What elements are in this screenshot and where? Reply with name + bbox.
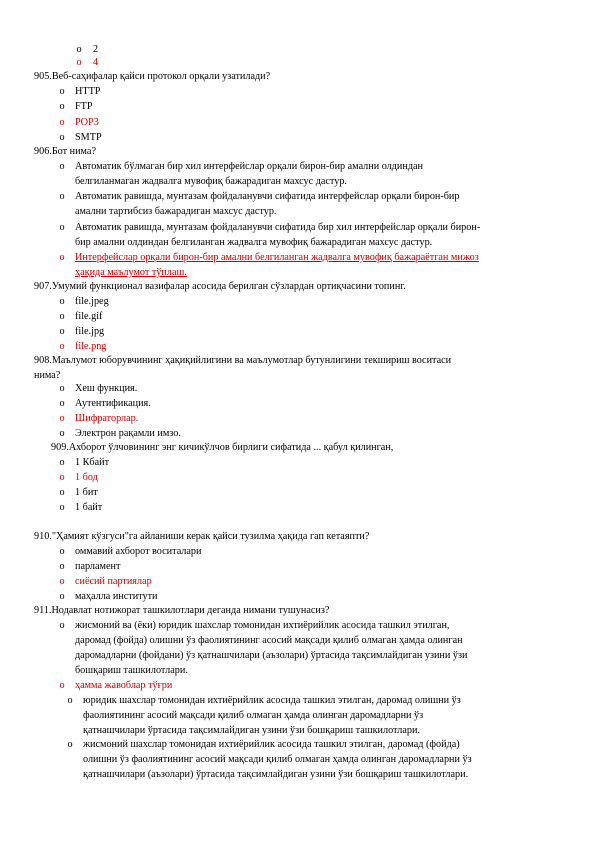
answer-option-correct: 1 бод (75, 472, 98, 483)
bullet-icon: o (59, 502, 65, 513)
answer-option: FTP (75, 101, 93, 112)
bullet-icon: o (59, 546, 65, 557)
answer-option: 1 бит (75, 487, 98, 498)
answer-option: HTTP (75, 86, 101, 97)
bullet-icon: o (59, 457, 65, 468)
answer-option-correct: Интерфейслар орқали бирон-бир амални белгиланган жадвалга мувофиқ бажараётган мижоз (75, 252, 479, 263)
answer-option: парламент (75, 561, 121, 572)
question-text: 909.Ахборот ўлчовининг энг кичикўлчов бирлиги сифатида ... қабул қилинган, (51, 442, 394, 453)
bullet-icon: o (59, 117, 65, 128)
answer-option: маҳалла институти (75, 591, 158, 602)
answer-option: Автоматик равишда, мунтазам фойдаланувчи сифатида интерфейслар орқали бирон-бир (75, 191, 460, 202)
bullet-icon: o (59, 413, 65, 424)
answer-option: Автоматик равишда, мунтазам фойдаланувчи сифатида бир хил интерфейслар орқали бирон- (75, 222, 481, 233)
answer-option-correct: ҳамма жавоблар тўғри (75, 680, 173, 691)
bullet-icon: o (67, 695, 73, 706)
bullet-icon: o (59, 576, 65, 587)
bullet-icon: o (59, 326, 65, 337)
bullet-icon: o (59, 591, 65, 602)
bullet-icon: o (59, 472, 65, 483)
bullet-icon: o (59, 101, 65, 112)
answer-option: амални тартибсиз бажарадиган махсус дастур. (75, 205, 277, 217)
question-text: 911.Нодавлат нотижорат ташкилотлари деганда нимани тушунасиз? (34, 605, 330, 616)
question-text: 910."Ҳамият кўзгуси"га айланиши керак қайси тузилма ҳақида гап кетаяпти? (34, 531, 370, 542)
question-text: 907.Умумий функционал вазифалар асосида берилган сўзлардан ортиқчасини топинг. (34, 281, 406, 292)
bullet-icon: o (59, 398, 65, 409)
answer-option-correct: ҳақида маълумот тўплаш. (75, 266, 187, 278)
answer-option: олишни ўз фаолиятининг асосий мақсади қилиб олмаган ҳамда олинган даромадларни ўз (83, 753, 472, 765)
answer-option: бир амални олдиндан белгиланган жадвалга мувофиқ бажарадиган махсус дастур. (75, 236, 433, 248)
bullet-icon: o (59, 191, 65, 202)
answer-option: жисмоний ва (ёки) юридик шахслар томонидан ихтиёрийлик асосида ташкил этилган, (75, 620, 450, 631)
bullet-icon: o (59, 383, 65, 394)
bullet-icon: o (59, 86, 65, 97)
answer-option: Хеш функция. (75, 383, 138, 394)
bullet-icon: o (76, 44, 82, 55)
bullet-icon: o (59, 222, 65, 233)
answer-option: SMTP (75, 132, 102, 143)
bullet-icon: o (76, 57, 82, 68)
bullet-icon: o (59, 487, 65, 498)
answer-option: даромад (фойда) олишни ўз фаолиятининг асосий мақсади қилиб олмаган ҳамда олинган (75, 634, 463, 646)
answer-option: оммавий ахборот воситалари (75, 546, 202, 557)
bullet-icon: o (59, 680, 65, 691)
answer-option: file.jpg (75, 326, 105, 337)
answer-option: 1 байт (75, 502, 103, 513)
bullet-icon: o (59, 561, 65, 572)
answer-option: Аутентификация. (75, 398, 151, 409)
bullet-icon: o (59, 620, 65, 631)
answer-option: 1 Кбайт (75, 457, 110, 468)
answer-option-correct: Шифраторлар. (75, 413, 139, 424)
answer-option-correct: сиёсий партиялар (75, 576, 152, 587)
answer-option: қатнашчилари ўртасида тақсимлайдиган узини ўзи бошқариш ташкилотлари. (83, 724, 420, 736)
answer-option: Автоматик бўлмаган бир хил интерфейслар орқали бирон-бир амални олдиндан (75, 161, 423, 172)
answer-option: жисмоний шахслар томонидан ихтиёрийлик асосида ташкил этилган, даромад (фойда) (83, 739, 460, 750)
answer-option: фаолиятининг асосий мақсади қилиб олмаган ҳамда олинган даромадларни ўз (83, 709, 424, 721)
answer-option-correct: 4 (93, 57, 99, 68)
answer-option: белгиланмаган жадвалга мувофиқ бажарадиган махсус дастур. (75, 175, 347, 187)
question-text: 905.Веб-саҳифалар қайси протокол орқали узатилади? (34, 71, 271, 82)
answer-option: file.gif (75, 311, 103, 322)
answer-option: 2 (93, 44, 99, 55)
bullet-icon: o (67, 739, 73, 750)
bullet-icon: o (59, 341, 65, 352)
bullet-icon: o (59, 311, 65, 322)
bullet-icon: o (59, 252, 65, 263)
bullet-icon: o (59, 296, 65, 307)
question-text: 906.Бот нима? (34, 146, 96, 157)
answer-option: Электрон рақамли имзо. (75, 428, 181, 439)
answer-option-correct: POP3 (75, 117, 99, 128)
question-text: 908.Маълумот юборувчининг ҳақиқийлигини ва маълумотлар бутунлигини текшириш воситаси (34, 355, 452, 366)
answer-option-correct: file.png (75, 341, 107, 352)
question-text: нима? (34, 369, 61, 381)
answer-option: даромадларни (фойдани) ўз қатнашчилари (аъзолари) ўртасида тақсимлайдиган узини ўзи (75, 649, 468, 661)
answer-option: юридик шахслар томонидан ихтиёрийлик асосида ташкил этилган, даромад олишни ўз (83, 695, 461, 706)
answer-option: қатнашчилари (аъзолари) ўртасида тақсимлайдиган узини ўзи бошқариш ташкилотлари. (83, 768, 469, 780)
bullet-icon: o (59, 428, 65, 439)
bullet-icon: o (59, 161, 65, 172)
bullet-icon: o (59, 132, 65, 143)
answer-option: file.jpeg (75, 296, 109, 307)
answer-option: бошқариш ташкилотлари. (75, 664, 188, 676)
